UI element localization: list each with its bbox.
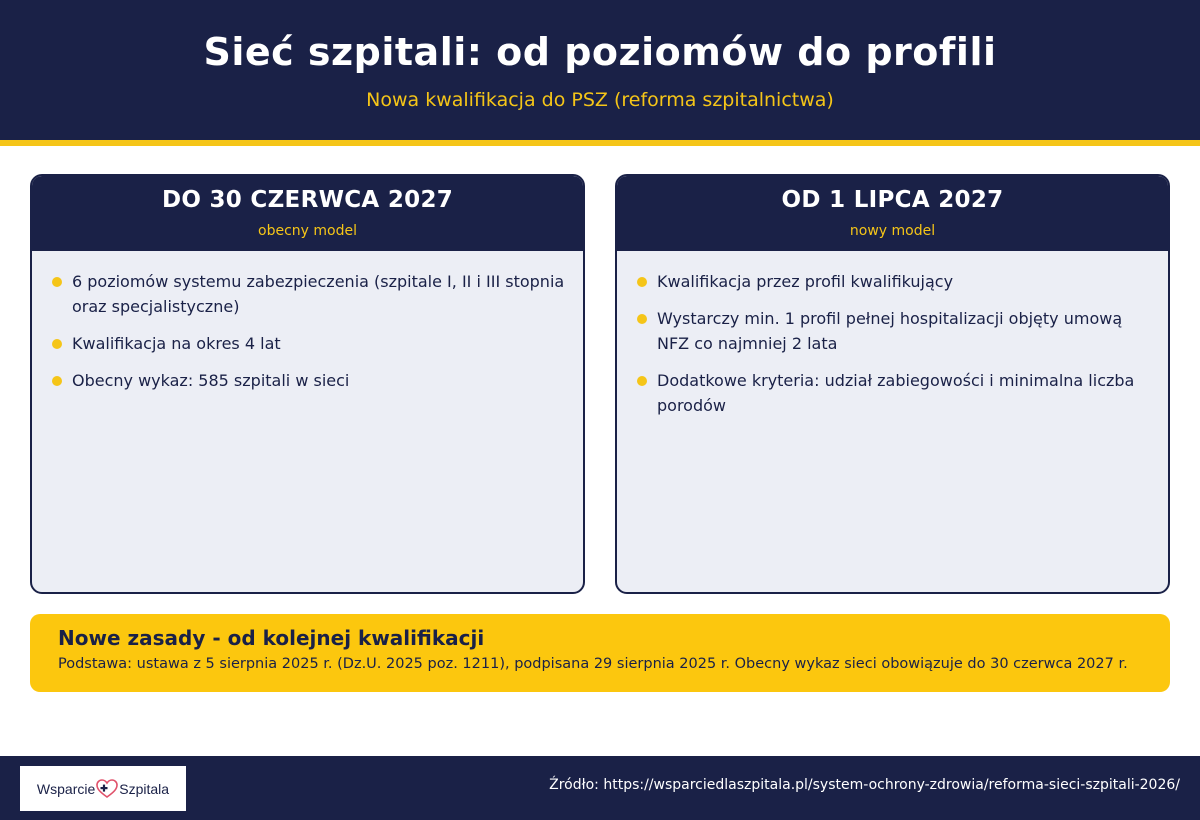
card-title: OD 1 LIPCA 2027 <box>781 187 1004 213</box>
banner-text: Podstawa: ustawa z 5 sierpnia 2025 r. (Dz.U. 2025 poz. 1211), podpisana 29 sierpnia 2025 r. Obecny wykaz sieci obowiązuje do 30 czerwca 2027 r. <box>58 656 1128 672</box>
bullet-icon <box>637 277 647 287</box>
bullet-icon <box>52 339 62 349</box>
page-footer <box>0 756 1200 820</box>
card-subtitle: nowy model <box>849 223 936 239</box>
bullet-icon <box>637 314 647 324</box>
list-item <box>637 269 1150 294</box>
page-title: Sieć szpitali: od poziomów do profili <box>203 30 997 74</box>
banner-title: Nowe zasady - od kolejnej kwalifikacji <box>58 626 485 650</box>
bullet-icon <box>52 376 62 386</box>
list-item-text: Dodatkowe kryteria: udział zabiegowości i minimalna liczba porodów <box>657 371 1135 415</box>
list-item-text: 6 poziomów systemu zabezpieczenia (szpitale I, II i III stopnia oraz specjalistyczne) <box>72 272 565 316</box>
bullet-icon <box>52 277 62 287</box>
page-header <box>0 0 1200 140</box>
page-subtitle: Nowa kwalifikacja do PSZ (reforma szpitalnictwa) <box>366 89 834 111</box>
card-title: DO 30 CZERWCA 2027 <box>161 187 454 213</box>
card-header <box>617 176 1168 251</box>
card-list <box>617 251 1168 418</box>
card-subtitle: obecny model <box>258 223 357 239</box>
logo-text-left: Wsparcie <box>36 780 96 797</box>
list-item <box>637 306 1150 356</box>
list-item-text: Wystarczy min. 1 profil pełnej hospitalizacji objęty umową NFZ co najmniej 2 lata <box>657 309 1123 353</box>
card-current-model <box>30 174 585 594</box>
list-item <box>52 368 565 393</box>
list-item-text: Kwalifikacja przez profil kwalifikujący <box>657 272 954 291</box>
logo[interactable] <box>20 766 186 811</box>
list-item-text: Obecny wykaz: 585 szpitali w sieci <box>72 371 350 390</box>
info-banner <box>30 614 1170 692</box>
list-item <box>637 368 1150 418</box>
bullet-icon <box>637 376 647 386</box>
card-list <box>32 251 583 393</box>
card-header <box>32 176 583 251</box>
header-accent-stripe <box>0 140 1200 146</box>
logo-text-right: Szpitala <box>119 780 170 797</box>
list-item <box>52 269 565 319</box>
heart-cross-icon <box>96 779 118 799</box>
list-item-text: Kwalifikacja na okres 4 lat <box>72 334 281 353</box>
source-link[interactable]: Źródło: https://wsparciedlaszpitala.pl/system-ochrony-zdrowia/reforma-sieci-szpitali-2026/ <box>549 777 1180 793</box>
card-new-model <box>615 174 1170 594</box>
list-item <box>52 331 565 356</box>
